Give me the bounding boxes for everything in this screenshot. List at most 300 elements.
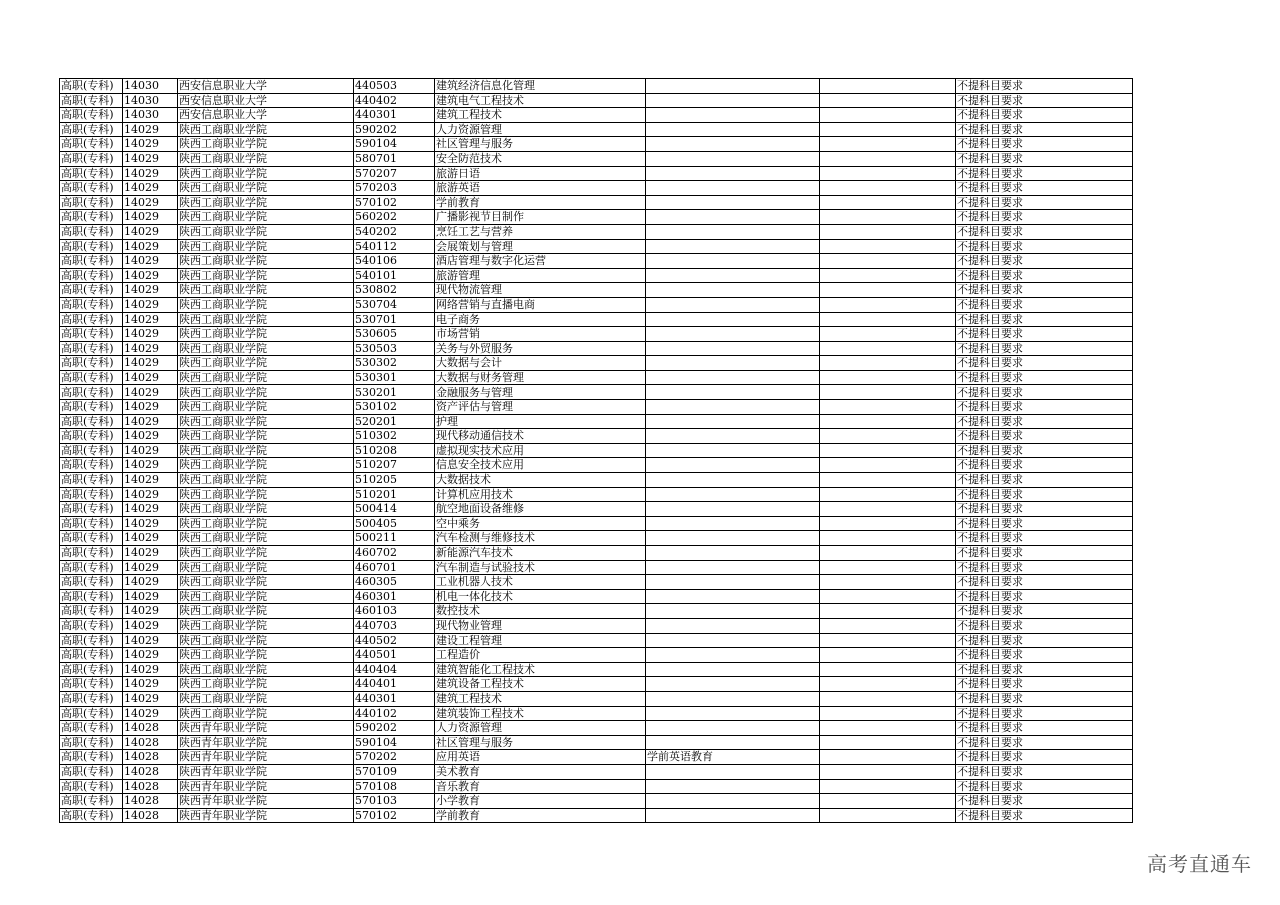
subject-requirement-cell: 不提科目要求 [956,560,1133,575]
school-name-cell: 陕西工商职业学院 [178,181,354,196]
subject-requirement-cell: 不提科目要求 [956,151,1133,166]
subject-requirement-cell: 不提科目要求 [956,370,1133,385]
note-cell [820,516,956,531]
major-code-cell: 440404 [354,662,435,677]
school-name-cell: 陕西工商职业学院 [178,414,354,429]
table-body [60,79,1133,823]
school-code-cell: 14029 [123,297,178,312]
school-code-cell: 14030 [123,79,178,94]
direction-cell [646,327,820,342]
table-row [60,531,1133,546]
note-cell [820,473,956,488]
major-code-cell: 460103 [354,604,435,619]
major-name-cell: 安全防范技术 [435,151,646,166]
table-row [60,327,1133,342]
school-name-cell: 陕西工商职业学院 [178,633,354,648]
subject-requirement-cell: 不提科目要求 [956,341,1133,356]
note-cell [820,429,956,444]
subject-requirement-cell: 不提科目要求 [956,283,1133,298]
table-row [60,691,1133,706]
note-cell [820,618,956,633]
major-code-cell: 530704 [354,297,435,312]
major-name-cell: 大数据技术 [435,473,646,488]
major-code-cell: 570202 [354,750,435,765]
note-cell [820,546,956,561]
level-cell: 高职(专科) [60,312,123,327]
school-code-cell: 14030 [123,93,178,108]
school-code-cell: 14029 [123,327,178,342]
major-code-cell: 440703 [354,618,435,633]
note-cell [820,239,956,254]
table-row [60,633,1133,648]
school-name-cell: 陕西工商职业学院 [178,648,354,663]
school-code-cell: 14028 [123,721,178,736]
school-name-cell: 西安信息职业大学 [178,108,354,123]
direction-cell [646,195,820,210]
major-name-cell: 汽车检测与维修技术 [435,531,646,546]
school-code-cell: 14029 [123,677,178,692]
direction-cell [646,633,820,648]
subject-requirement-cell: 不提科目要求 [956,721,1133,736]
level-cell: 高职(专科) [60,385,123,400]
school-code-cell: 14029 [123,706,178,721]
note-cell [820,604,956,619]
note-cell [820,297,956,312]
subject-requirement-cell: 不提科目要求 [956,473,1133,488]
subject-requirement-cell: 不提科目要求 [956,297,1133,312]
direction-cell [646,662,820,677]
note-cell [820,721,956,736]
note-cell [820,443,956,458]
direction-cell [646,604,820,619]
major-code-cell: 530302 [354,356,435,371]
table-row [60,648,1133,663]
table-row [60,429,1133,444]
table-row [60,662,1133,677]
direction-cell [646,531,820,546]
level-cell: 高职(专科) [60,400,123,415]
table-row [60,195,1133,210]
school-name-cell: 陕西工商职业学院 [178,560,354,575]
table-row [60,750,1133,765]
major-name-cell: 酒店管理与数字化运营 [435,254,646,269]
major-name-cell: 会展策划与管理 [435,239,646,254]
level-cell: 高职(专科) [60,560,123,575]
school-name-cell: 陕西工商职业学院 [178,429,354,444]
school-code-cell: 14028 [123,794,178,809]
note-cell [820,385,956,400]
major-code-cell: 460701 [354,560,435,575]
school-code-cell: 14029 [123,458,178,473]
subject-requirement-cell: 不提科目要求 [956,443,1133,458]
major-code-cell: 460305 [354,575,435,590]
major-code-cell: 540106 [354,254,435,269]
note-cell [820,414,956,429]
major-name-cell: 工程造价 [435,648,646,663]
subject-requirement-cell: 不提科目要求 [956,487,1133,502]
direction-cell [646,764,820,779]
level-cell: 高职(专科) [60,546,123,561]
level-cell: 高职(专科) [60,239,123,254]
school-code-cell: 14029 [123,633,178,648]
level-cell: 高职(专科) [60,589,123,604]
major-name-cell: 关务与外贸服务 [435,341,646,356]
major-name-cell: 学前教育 [435,808,646,823]
level-cell: 高职(专科) [60,618,123,633]
table-row [60,546,1133,561]
level-cell: 高职(专科) [60,735,123,750]
major-name-cell: 建筑设备工程技术 [435,677,646,692]
note-cell [820,108,956,123]
major-name-cell: 旅游管理 [435,268,646,283]
level-cell: 高职(专科) [60,414,123,429]
subject-requirement-cell: 不提科目要求 [956,808,1133,823]
school-code-cell: 14029 [123,691,178,706]
major-code-cell: 530701 [354,312,435,327]
direction-cell [646,779,820,794]
major-code-cell: 440102 [354,706,435,721]
school-code-cell: 14029 [123,648,178,663]
school-code-cell: 14029 [123,531,178,546]
level-cell: 高职(专科) [60,254,123,269]
level-cell: 高职(专科) [60,108,123,123]
direction-cell [646,297,820,312]
major-code-cell: 530201 [354,385,435,400]
direction-cell [646,487,820,502]
table-row [60,385,1133,400]
level-cell: 高职(专科) [60,356,123,371]
direction-cell [646,341,820,356]
direction-cell [646,618,820,633]
table-row [60,443,1133,458]
direction-cell [646,808,820,823]
school-name-cell: 陕西工商职业学院 [178,224,354,239]
subject-requirement-cell: 不提科目要求 [956,502,1133,517]
table-row [60,706,1133,721]
major-name-cell: 建筑装饰工程技术 [435,706,646,721]
direction-cell [646,414,820,429]
note-cell [820,268,956,283]
direction-cell [646,443,820,458]
school-name-cell: 陕西工商职业学院 [178,283,354,298]
major-name-cell: 建筑智能化工程技术 [435,662,646,677]
level-cell: 高职(专科) [60,575,123,590]
school-name-cell: 陕西工商职业学院 [178,268,354,283]
table-row [60,618,1133,633]
subject-requirement-cell: 不提科目要求 [956,735,1133,750]
school-name-cell: 西安信息职业大学 [178,79,354,94]
major-name-cell: 工业机器人技术 [435,575,646,590]
school-name-cell: 陕西工商职业学院 [178,137,354,152]
table-row [60,516,1133,531]
note-cell [820,458,956,473]
level-cell: 高职(专科) [60,268,123,283]
level-cell: 高职(专科) [60,633,123,648]
subject-requirement-cell: 不提科目要求 [956,122,1133,137]
note-cell [820,677,956,692]
major-code-cell: 510207 [354,458,435,473]
subject-requirement-cell: 不提科目要求 [956,79,1133,94]
note-cell [820,312,956,327]
table-row [60,560,1133,575]
major-name-cell: 现代移动通信技术 [435,429,646,444]
direction-cell [646,400,820,415]
major-name-cell: 社区管理与服务 [435,137,646,152]
level-cell: 高职(专科) [60,79,123,94]
major-code-cell: 580701 [354,151,435,166]
direction-cell [646,239,820,254]
subject-requirement-cell: 不提科目要求 [956,531,1133,546]
table-row [60,458,1133,473]
major-code-cell: 530102 [354,400,435,415]
major-code-cell: 590202 [354,721,435,736]
level-cell: 高职(专科) [60,327,123,342]
level-cell: 高职(专科) [60,429,123,444]
direction-cell [646,589,820,604]
subject-requirement-cell: 不提科目要求 [956,458,1133,473]
school-name-cell: 陕西工商职业学院 [178,706,354,721]
note-cell [820,181,956,196]
table-row [60,79,1133,94]
note-cell [820,633,956,648]
school-code-cell: 14029 [123,400,178,415]
major-name-cell: 空中乘务 [435,516,646,531]
major-name-cell: 学前教育 [435,195,646,210]
major-code-cell: 440402 [354,93,435,108]
major-name-cell: 大数据与财务管理 [435,370,646,385]
school-code-cell: 14029 [123,356,178,371]
level-cell: 高职(专科) [60,706,123,721]
note-cell [820,648,956,663]
level-cell: 高职(专科) [60,443,123,458]
subject-requirement-cell: 不提科目要求 [956,210,1133,225]
subject-requirement-cell: 不提科目要求 [956,224,1133,239]
subject-requirement-cell: 不提科目要求 [956,356,1133,371]
table-row [60,93,1133,108]
table-row [60,414,1133,429]
level-cell: 高职(专科) [60,195,123,210]
table-row [60,254,1133,269]
direction-cell [646,502,820,517]
major-name-cell: 建筑电气工程技术 [435,93,646,108]
level-cell: 高职(专科) [60,516,123,531]
school-code-cell: 14029 [123,414,178,429]
subject-requirement-cell: 不提科目要求 [956,589,1133,604]
school-code-cell: 14029 [123,151,178,166]
school-name-cell: 陕西工商职业学院 [178,473,354,488]
major-code-cell: 500414 [354,502,435,517]
school-name-cell: 陕西工商职业学院 [178,546,354,561]
subject-requirement-cell: 不提科目要求 [956,93,1133,108]
school-name-cell: 陕西工商职业学院 [178,312,354,327]
major-name-cell: 汽车制造与试验技术 [435,560,646,575]
note-cell [820,137,956,152]
major-code-cell: 440502 [354,633,435,648]
note-cell [820,400,956,415]
subject-requirement-cell: 不提科目要求 [956,195,1133,210]
note-cell [820,794,956,809]
table-row [60,137,1133,152]
school-code-cell: 14029 [123,370,178,385]
direction-cell [646,283,820,298]
note-cell [820,808,956,823]
table-row [60,181,1133,196]
major-name-cell: 信息安全技术应用 [435,458,646,473]
major-name-cell: 计算机应用技术 [435,487,646,502]
level-cell: 高职(专科) [60,224,123,239]
level-cell: 高职(专科) [60,93,123,108]
school-name-cell: 陕西工商职业学院 [178,691,354,706]
major-name-cell: 建设工程管理 [435,633,646,648]
school-code-cell: 14029 [123,618,178,633]
school-name-cell: 西安信息职业大学 [178,93,354,108]
school-code-cell: 14028 [123,750,178,765]
major-name-cell: 护理 [435,414,646,429]
major-code-cell: 440301 [354,691,435,706]
major-name-cell: 广播影视节目制作 [435,210,646,225]
school-name-cell: 陕西工商职业学院 [178,502,354,517]
direction-cell [646,93,820,108]
major-code-cell: 510208 [354,443,435,458]
level-cell: 高职(专科) [60,531,123,546]
note-cell [820,589,956,604]
major-code-cell: 510205 [354,473,435,488]
note-cell [820,356,956,371]
subject-requirement-cell: 不提科目要求 [956,794,1133,809]
direction-cell [646,473,820,488]
subject-requirement-cell: 不提科目要求 [956,516,1133,531]
school-name-cell: 陕西工商职业学院 [178,575,354,590]
major-name-cell: 烹饪工艺与营养 [435,224,646,239]
school-code-cell: 14028 [123,779,178,794]
table-row [60,122,1133,137]
note-cell [820,210,956,225]
table-row [60,312,1133,327]
direction-cell [646,721,820,736]
table-row [60,400,1133,415]
school-code-cell: 14030 [123,108,178,123]
school-name-cell: 陕西工商职业学院 [178,151,354,166]
school-code-cell: 14028 [123,735,178,750]
major-code-cell: 570102 [354,195,435,210]
level-cell: 高职(专科) [60,166,123,181]
major-code-cell: 520201 [354,414,435,429]
note-cell [820,575,956,590]
table-row [60,166,1133,181]
major-code-cell: 530301 [354,370,435,385]
school-code-cell: 14029 [123,268,178,283]
note-cell [820,370,956,385]
school-code-cell: 14029 [123,341,178,356]
major-name-cell: 虚拟现实技术应用 [435,443,646,458]
note-cell [820,560,956,575]
school-code-cell: 14029 [123,283,178,298]
note-cell [820,750,956,765]
table-row [60,502,1133,517]
direction-cell [646,385,820,400]
school-name-cell: 陕西青年职业学院 [178,735,354,750]
table-row [60,283,1133,298]
school-code-cell: 14029 [123,312,178,327]
major-name-cell: 市场营销 [435,327,646,342]
direction-cell [646,356,820,371]
note-cell [820,662,956,677]
note-cell [820,166,956,181]
table-row [60,473,1133,488]
subject-requirement-cell: 不提科目要求 [956,327,1133,342]
note-cell [820,283,956,298]
admission-table [59,78,1133,823]
school-code-cell: 14029 [123,429,178,444]
level-cell: 高职(专科) [60,604,123,619]
school-code-cell: 14029 [123,122,178,137]
school-code-cell: 14029 [123,385,178,400]
major-code-cell: 540101 [354,268,435,283]
table-row [60,108,1133,123]
major-name-cell: 金融服务与管理 [435,385,646,400]
watermark-text: 高考直通车 [1147,852,1252,876]
level-cell: 高职(专科) [60,662,123,677]
table-row [60,356,1133,371]
note-cell [820,327,956,342]
subject-requirement-cell: 不提科目要求 [956,239,1133,254]
school-name-cell: 陕西工商职业学院 [178,254,354,269]
direction-cell [646,560,820,575]
school-code-cell: 14029 [123,239,178,254]
school-code-cell: 14028 [123,764,178,779]
level-cell: 高职(专科) [60,473,123,488]
major-name-cell: 应用英语 [435,750,646,765]
level-cell: 高职(专科) [60,137,123,152]
subject-requirement-cell: 不提科目要求 [956,268,1133,283]
major-name-cell: 美术教育 [435,764,646,779]
note-cell [820,706,956,721]
school-code-cell: 14029 [123,502,178,517]
major-name-cell: 建筑工程技术 [435,691,646,706]
table-row [60,341,1133,356]
direction-cell [646,181,820,196]
school-name-cell: 陕西工商职业学院 [178,385,354,400]
direction-cell [646,254,820,269]
school-name-cell: 陕西工商职业学院 [178,356,354,371]
major-code-cell: 590202 [354,122,435,137]
school-name-cell: 陕西工商职业学院 [178,195,354,210]
school-code-cell: 14029 [123,487,178,502]
direction-cell [646,122,820,137]
direction-cell [646,224,820,239]
note-cell [820,224,956,239]
school-code-cell: 14029 [123,662,178,677]
school-name-cell: 陕西工商职业学院 [178,239,354,254]
major-name-cell: 音乐教育 [435,779,646,794]
table-row [60,239,1133,254]
level-cell: 高职(专科) [60,122,123,137]
level-cell: 高职(专科) [60,283,123,298]
major-code-cell: 510201 [354,487,435,502]
school-code-cell: 14029 [123,589,178,604]
school-code-cell: 14029 [123,473,178,488]
subject-requirement-cell: 不提科目要求 [956,546,1133,561]
direction-cell [646,268,820,283]
subject-requirement-cell: 不提科目要求 [956,400,1133,415]
note-cell [820,691,956,706]
level-cell: 高职(专科) [60,502,123,517]
level-cell: 高职(专科) [60,487,123,502]
note-cell [820,764,956,779]
major-name-cell: 航空地面设备维修 [435,502,646,517]
level-cell: 高职(专科) [60,794,123,809]
note-cell [820,487,956,502]
